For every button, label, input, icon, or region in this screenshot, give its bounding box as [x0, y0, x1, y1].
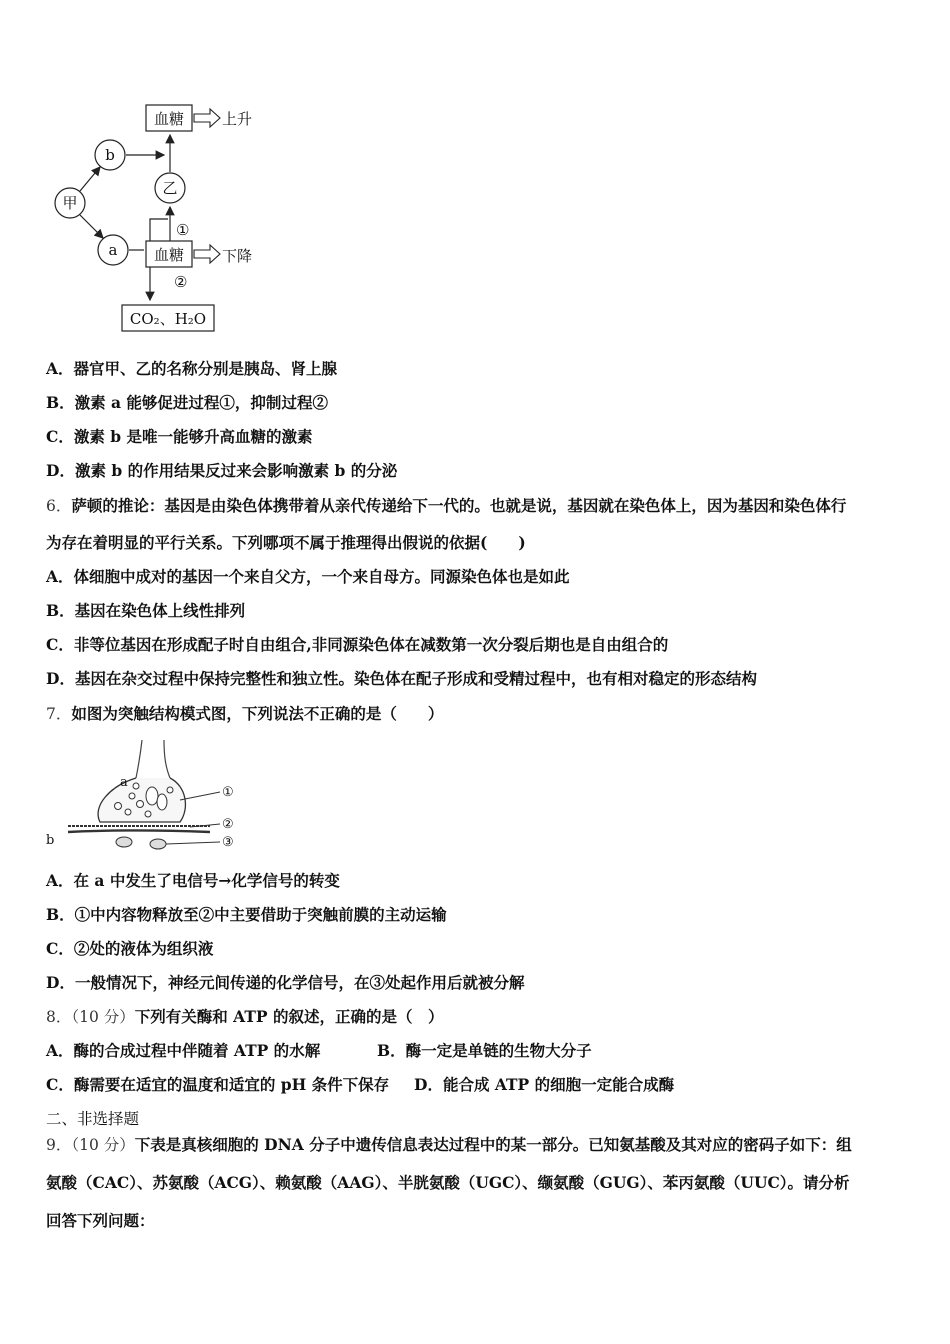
node-b-label: b — [105, 146, 115, 164]
synapse-mark-2: ② — [222, 817, 234, 832]
hollow-arrow-down — [194, 245, 220, 263]
q6-stem-1: 萨顿的推论：基因是由染色体携带着从亲代传递给下一代的。也就是说，基因就在染色体上，因为基因和染色体行 — [71, 496, 847, 515]
q5-option-b: B．激素 a 能够促进过程①，抑制过程② — [46, 393, 328, 412]
q7-option-d: D．一般情况下，神经元间传递的化学信号，在③处起作用后就被分解 — [46, 973, 525, 992]
synapse-mark-1: ① — [222, 785, 234, 800]
q9-stem-line1 — [46, 1134, 852, 1156]
postsynaptic-membrane — [68, 831, 210, 833]
q6-option-c: C．非等位基因在形成配子时自由组合,非同源染色体在减数第一次分裂后期也是自由组合的 — [46, 635, 669, 654]
process-1-mark: ① — [176, 221, 190, 239]
blood-sugar-top-label: 血糖 — [153, 110, 185, 128]
q6-number: 6． — [46, 497, 72, 515]
q8-number: 8． — [46, 1008, 72, 1026]
q6-option-d: D．基因在杂交过程中保持完整性和独立性。染色体在配子形成和受精过程中，也有相对稳定的形态结构 — [46, 669, 757, 688]
q7-option-a: A．在 a 中发生了电信号→化学信号的转变 — [46, 871, 340, 890]
q6-stem-line2: 为存在着明显的平行关系。下列哪项不属于推理得出假说的依据( ) — [46, 533, 526, 552]
q7-option-c: C．②处的液体为组织液 — [46, 939, 214, 958]
node-jia-label: 甲 — [62, 194, 78, 212]
synapse-label-b: b — [46, 833, 55, 848]
synapse-label-a: a — [120, 775, 128, 790]
q9-stem-1: 下表是真核细胞的 DNA 分子中遗传信息表达过程中的某一部分。已知氨基酸及其对应的密码子如下：组 — [134, 1135, 852, 1154]
node-yi-label: 乙 — [162, 179, 178, 197]
hollow-arrow-up — [194, 109, 220, 127]
blood-glucose-diagram — [40, 95, 280, 340]
q7-stem-line — [46, 703, 443, 725]
q6-option-a: A．体细胞中成对的基因一个来自父方，一个来自母方。同源染色体也是如此 — [46, 567, 570, 586]
q9-stem-line2: 氨酸（CAC）、苏氨酸（ACG）、赖氨酸（AAG）、半胱氨酸（UGC）、缬氨酸（GUG）、苯丙氨酸（UUC）。请分析 — [46, 1173, 850, 1192]
q9-stem-line3: 回答下列问题： — [46, 1211, 155, 1230]
node-a-label: a — [108, 241, 118, 259]
q7-number: 7． — [46, 705, 72, 723]
q8-option-d: D．能合成 ATP 的细胞一定能合成酶 — [414, 1075, 675, 1094]
q8-stem-line — [46, 1006, 443, 1028]
rise-label: 上升 — [222, 110, 253, 128]
q8-option-a: A．酶的合成过程中伴随着 ATP 的水解 — [46, 1041, 321, 1060]
q9-number: 9． — [46, 1136, 72, 1154]
q7-option-b: B．①中内容物释放至②中主要借助于突触前膜的主动运输 — [46, 905, 447, 924]
q8-stem: 下列有关酶和 ATP 的叙述，正确的是（ ） — [134, 1007, 444, 1026]
q8-score: （10 分） — [71, 1008, 135, 1026]
q8-option-b: B．酶一定是单链的生物大分子 — [377, 1041, 592, 1060]
q5-option-c: C．激素 b 是唯一能够升高血糖的激素 — [46, 427, 313, 446]
co2-h2o-label: CO₂、H₂O — [129, 310, 207, 328]
q8-option-c: C．酶需要在适宜的温度和适宜的 pH 条件下保存 — [46, 1075, 390, 1094]
fall-label: 下降 — [222, 247, 253, 265]
process-2-mark: ② — [174, 273, 188, 291]
q6-stem-line1 — [46, 495, 846, 517]
synapse-diagram — [40, 738, 250, 858]
blood-sugar-mid-label: 血糖 — [153, 246, 185, 264]
q5-option-a: A．器官甲、乙的名称分别是胰岛、肾上腺 — [46, 359, 338, 378]
axon-stalk — [136, 740, 170, 778]
q7-stem: 如图为突触结构模式图，下列说法不正确的是（ ） — [71, 704, 444, 723]
presynaptic-knob — [98, 778, 185, 822]
q5-option-d: D．激素 b 的作用结果反过来会影响激素 b 的分泌 — [46, 461, 398, 480]
q9-score: （10 分） — [71, 1136, 135, 1154]
section-two-heading: 二、非选择题 — [46, 1110, 140, 1128]
q6-option-b: B．基因在染色体上线性排列 — [46, 601, 246, 620]
receptors — [116, 837, 166, 849]
synapse-mark-3: ③ — [222, 835, 234, 850]
